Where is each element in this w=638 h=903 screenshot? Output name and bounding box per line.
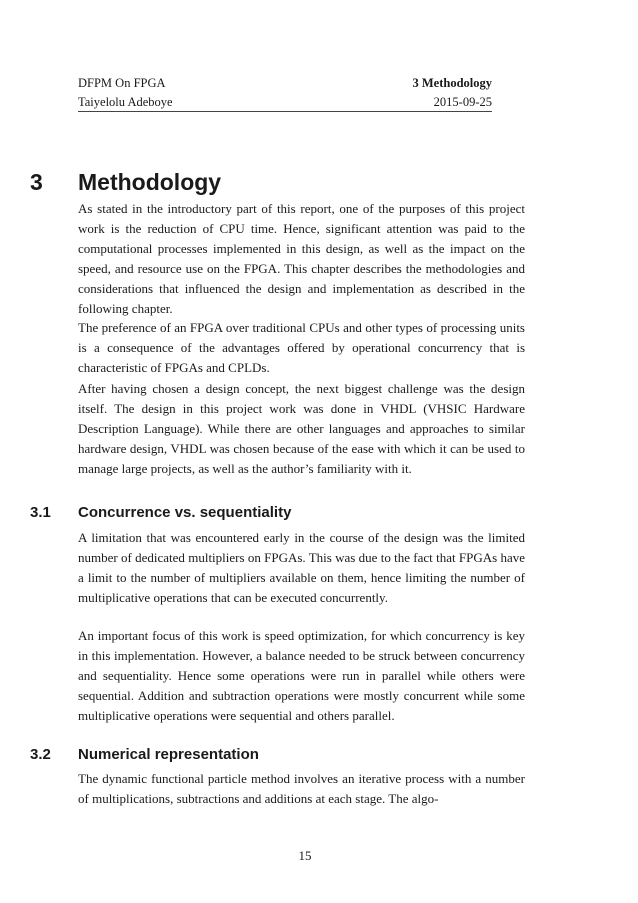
header-date: 2015-09-25 — [433, 95, 492, 109]
header-doc-title: DFPM On FPGA — [78, 76, 166, 90]
section-heading-3-1 — [30, 502, 530, 524]
header-divider — [78, 111, 492, 112]
header-chapter: 3 Methodology — [412, 76, 492, 90]
section-number: 3.1 — [30, 504, 51, 521]
section-number: 3.2 — [30, 746, 51, 763]
page-number: 15 — [298, 848, 312, 863]
section-3-2-paragraph-1: The dynamic functional particle method involves an iterative process with a number of multiplications, subtractions and additions at each stage. The algo- — [78, 771, 525, 806]
chapter-paragraph-2: The preference of an FPGA over traditional CPUs and other types of processing units is a consequence of the advantages offered by operational concurrency that is characteristic of FPGAs and CPLDs. — [78, 320, 525, 375]
chapter-heading — [30, 166, 530, 198]
header-author: Taiyelolu Adeboye — [78, 95, 173, 109]
running-header — [78, 74, 492, 112]
section-3-1-paragraph-1: A limitation that was encountered early in the course of the design was the limited number of dedicated multipliers on FPGAs. This was due to the fact that FPGAs have a limit to the number of multipliers available on them, hence limiting the number of multiplicative operations that can be executed concurrently. — [78, 530, 525, 605]
section-3-1-paragraph-2: An important focus of this work is speed optimization, for which concurrency is key in this implementation. However, a balance needed to be struck between concurrency and sequentiality. Hence some operations were run in parallel while others were sequential. Addition and subtraction operations were mostly concurrent while some multiplicative operations were sequential and others parallel. — [78, 628, 525, 723]
chapter-paragraph-1: As stated in the introductory part of this report, one of the purposes of this project work is the reduction of CPU time. Hence, significant attention was paid to the computational processes implemented in this design, as well as the impact on the speed, and resource use on the FPGA. This chapter describes the methodologies and considerations that influenced the design and implementation as described in the following chapter. — [78, 201, 525, 316]
chapter-number: 3 — [30, 169, 43, 195]
section-title: Numerical representation — [78, 746, 259, 763]
chapter-title: Methodology — [78, 169, 222, 195]
chapter-paragraph-3: After having chosen a design concept, the next biggest challenge was the design itself. The design in this project work was done in VHDL (VHSIC Hardware Description Language). While there are other languages and approaches to similar hardware design, VHDL was chosen because of the ease with which it can be used to manage large projects, as well as the author’s familiarity with it. — [78, 381, 525, 476]
section-heading-3-2 — [30, 744, 530, 766]
section-title: Concurrence vs. sequentiality — [78, 504, 292, 521]
